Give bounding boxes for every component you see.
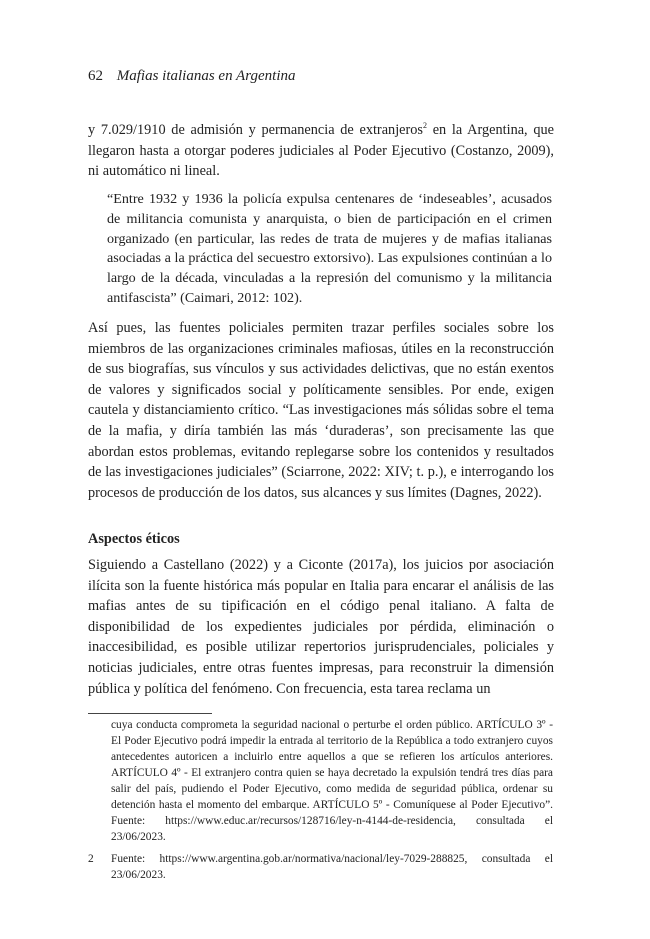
footnote-2 <box>88 851 553 883</box>
paragraph-1-text-b: en la Argentina, que llegaron hasta a otorgar poderes judiciales al Poder Ejecutivo (Costanzo, 2009), ni automático ni lineal. <box>88 122 554 180</box>
page-number: 62 <box>88 68 103 84</box>
block-quote: “Entre 1932 y 1936 la policía expulsa centenares de ‘indeseables’, acusados de militancia comunista y anarquista, o bien de participación en el crimen organizado (en particular, las redes de trata de mujeres y de mafias italianas asociadas a la práctica del secuestro extorsivo). Las expulsiones continúan a lo largo de la década, vinculadas a la represión del comunismo y la militancia antifascista” (Caimari, 2012: 102). <box>107 191 552 306</box>
footnote-2-text: Fuente: https://www.argentina.gob.ar/normativa/nacional/ley-7029-288825, consultada el 23/06/2023. <box>111 853 553 881</box>
footnote-2-number: 2 <box>88 853 94 865</box>
paragraph-2: Así pues, las fuentes policiales permiten trazar perfiles sociales sobre los miembros de las organizaciones criminales mafiosas, útiles en la reconstrucción de sus biografías, sus vínculos y sus actividades delictivas, que no están exentos de valores y significados social y políticamente sensibles. Por ende, exigen cautela y distanciamiento crítico. “Las investigaciones más sólidas sobre el tema de la mafia, y diría también las más ‘duraderas’, son precisamente las que abordan estos problemas, evitando replegarse sobre los contenidos y resultados de las investigaciones judiciales” (Sciarrone, 2022: XIV; t. p.), e interrogando los procesos de producción de los datos, sus alcances y sus límites (Dagnes, 2022). <box>88 320 554 501</box>
paragraph-3: Siguiendo a Castellano (2022) y a Ciconte (2017a), los juicios por asociación ilícita son la fuente histórica más popular en Italia para encarar el análisis de las mafias antes de su tipificación en el código penal italiano. A falta de disponibilidad de los expedientes judiciales por pérdida, eliminación o inaccesibilidad, es posible utilizar repertorios jurisprudenciales, policiales y noticias judiciales, entre otras fuentes impresas, para reconstruir la dimensión pública y política del fenómeno. Con frecuencia, esta tarea reclama un <box>88 557 554 697</box>
running-title: Mafias italianas en Argentina <box>116 68 296 84</box>
footnote-continuation: cuya conducta comprometa la seguridad nacional o perturbe el orden público. ARTÍCULO 3º - El Poder Ejecutivo podrá impedir la entrada al territorio de la República a todo extranjero cuyos antecedentes autoricen a incluirlo entre aquellos a que se refieren los artículos anteriores. ARTÍCULO 4º - El extranjero contra quien se haya decretado la expulsión tendrá tres días para salir del país, pudiendo el Poder Ejecutivo, como medida de seguridad pública, ordenar su detención hasta el momento del embarque. ARTÍCULO 5º - Comuníquese al Poder Ejecutivo”. Fuente: https://www.educ.ar/recursos/128716/ley-n-4144-de-residencia, consultada el 23/06/2023. <box>111 719 553 843</box>
paragraph-1-text-a: y 7.029/1910 de admisión y permanencia de extranjeros <box>88 122 423 138</box>
section-heading: Aspectos éticos <box>88 531 180 547</box>
footnote-ref-2[interactable]: 2 <box>422 121 427 131</box>
paragraph-1 <box>88 120 554 182</box>
footnote-divider <box>88 713 212 714</box>
running-header <box>88 68 296 85</box>
